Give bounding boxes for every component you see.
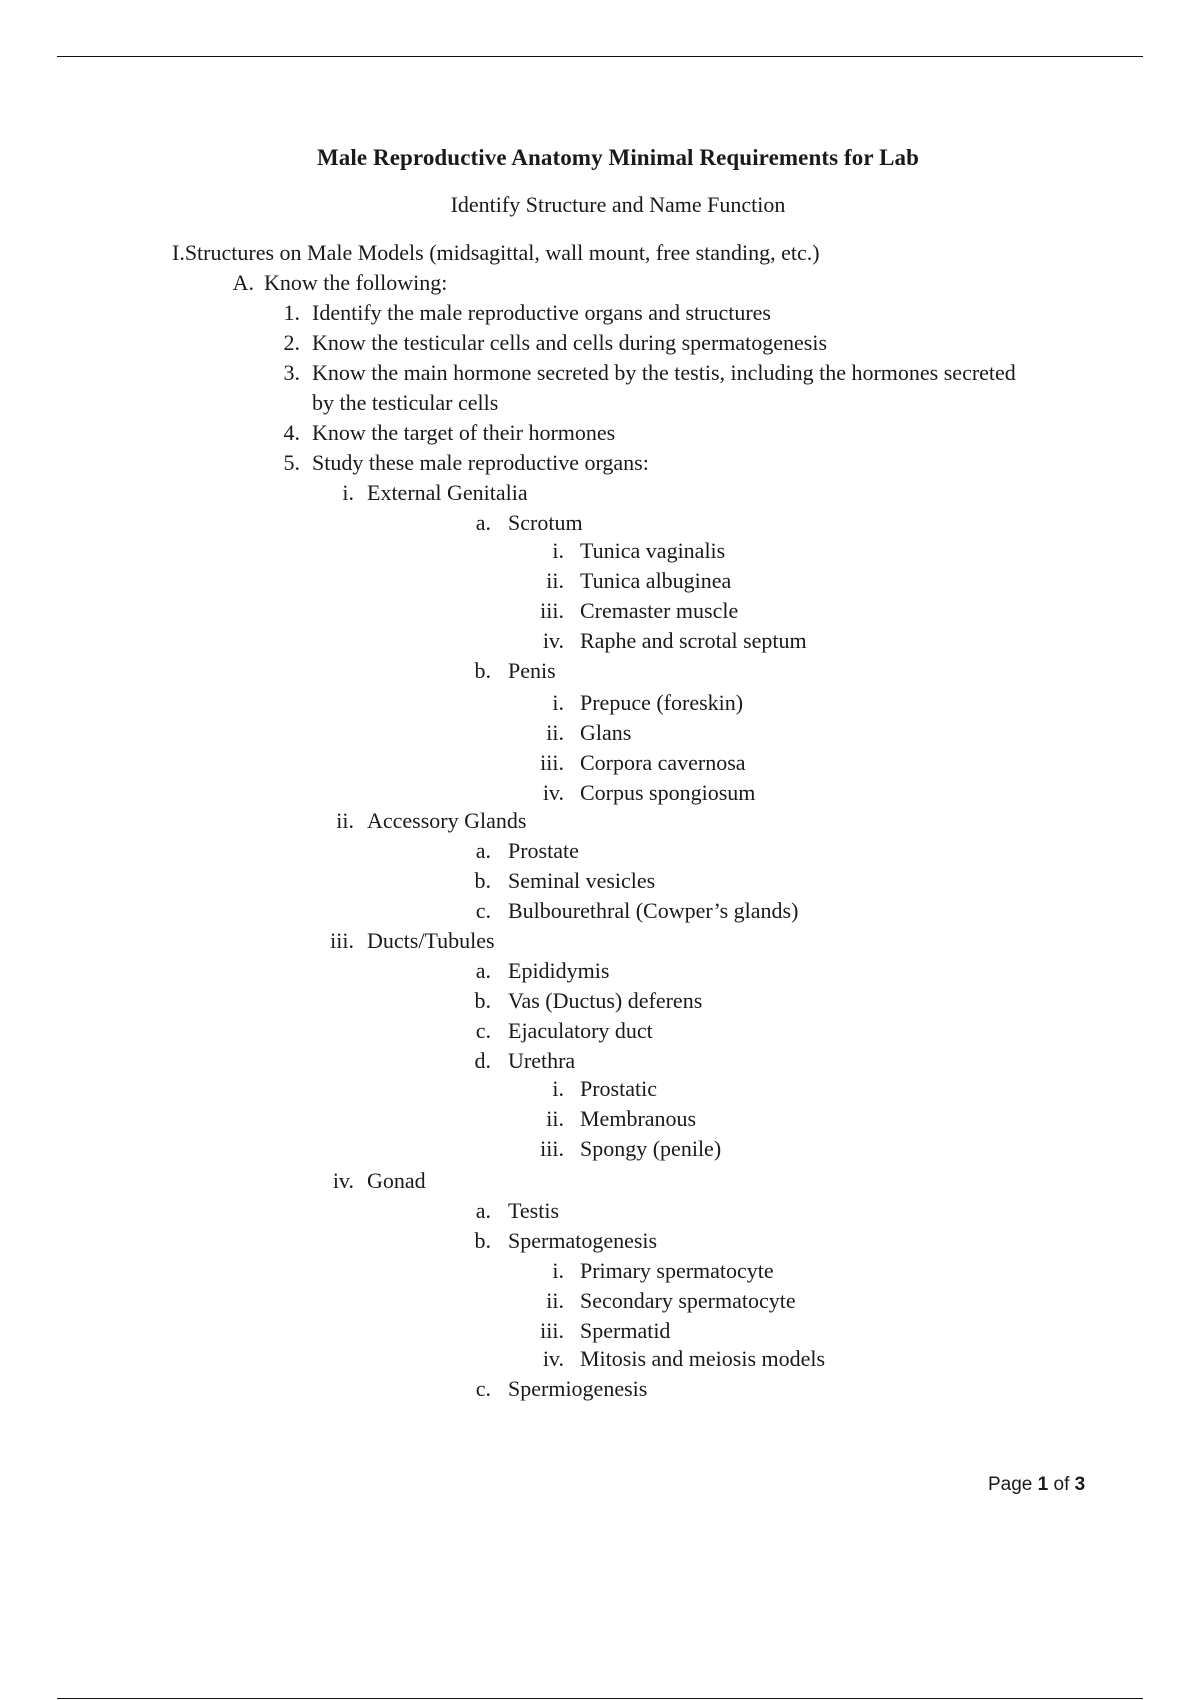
outline-item — [0, 926, 1200, 956]
outline-marker: i. — [552, 1258, 564, 1283]
outline-text: Know the target of their hormones — [312, 420, 616, 445]
outline-marker: ii. — [546, 1288, 564, 1313]
outline-text: Seminal vesicles — [508, 868, 656, 893]
outline-text: Prostate — [508, 838, 579, 863]
outline-marker: iv. — [332, 1168, 354, 1193]
outline-item — [0, 896, 1200, 926]
outline-text: Know the main hormone secreted by the testis, including the hormones secreted — [312, 360, 1016, 385]
outline-text: Corpus spongiosum — [580, 780, 756, 805]
outline-text: Epididymis — [508, 958, 610, 983]
current-page: 1 — [1037, 1474, 1049, 1495]
outline-text: Testis — [508, 1198, 560, 1223]
outline-marker: iii. — [330, 928, 354, 953]
outline-marker: a. — [475, 510, 491, 535]
outline-marker: iv. — [542, 1346, 564, 1371]
outline-text: Gonad — [367, 1168, 426, 1193]
outline-item — [0, 566, 1200, 596]
outline-text: Mitosis and meiosis models — [580, 1346, 826, 1371]
outline-marker: a. — [475, 958, 491, 983]
outline-marker: b. — [474, 658, 491, 683]
outline-item — [0, 298, 1200, 328]
outline-item — [0, 748, 1200, 778]
outline-marker: ii. — [546, 568, 564, 593]
outline-item — [0, 1374, 1200, 1404]
outline-item — [0, 536, 1200, 566]
outline-text: Vas (Ductus) deferens — [508, 988, 703, 1013]
outline-marker: 2. — [283, 330, 300, 355]
outline-item — [0, 656, 1200, 686]
outline-item — [0, 1226, 1200, 1256]
outline-item — [0, 1074, 1200, 1104]
outline-marker: b. — [474, 868, 491, 893]
outline-marker: iv. — [542, 628, 564, 653]
outline-text: Tunica albuginea — [580, 568, 732, 593]
outline-marker: i. — [552, 1076, 564, 1101]
document-title: Male Reproductive Anatomy Minimal Requirements for Lab — [316, 145, 920, 170]
outline-marker: b. — [474, 1228, 491, 1253]
outline-text: Study these male reproductive organs: — [312, 450, 649, 475]
outline-text: Glans — [580, 720, 632, 745]
outline-text: Identify the male reproductive organs and structures — [312, 300, 771, 325]
page-word: Page — [988, 1474, 1033, 1495]
outline-item — [0, 1344, 1200, 1374]
outline-marker: c. — [475, 1376, 491, 1401]
outline-text: Spermatid — [580, 1318, 671, 1343]
outline-item — [0, 1104, 1200, 1134]
outline-text: Cremaster muscle — [580, 598, 739, 623]
outline-text: Spongy (penile) — [580, 1136, 722, 1161]
outline-text: Tunica vaginalis — [580, 538, 726, 563]
outline-marker: ii. — [546, 720, 564, 745]
outline-marker: b. — [474, 988, 491, 1013]
section-heading — [0, 238, 1200, 268]
outline-marker: ii. — [546, 1106, 564, 1131]
outline-item — [0, 1256, 1200, 1286]
outline-item — [0, 1166, 1200, 1196]
bottom-rule — [57, 1698, 1143, 1699]
outline-item — [0, 268, 1200, 298]
outline-item — [0, 1046, 1200, 1076]
outline-marker: i. — [552, 538, 564, 563]
outline-item — [0, 836, 1200, 866]
outline-text: Corpora cavernosa — [580, 750, 746, 775]
outline-text: Primary spermatocyte — [580, 1258, 774, 1283]
outline-item — [0, 956, 1200, 986]
outline-text: Prepuce (foreskin) — [580, 690, 744, 715]
outline-item — [0, 866, 1200, 896]
outline-item — [0, 626, 1200, 656]
outline-marker: ii. — [336, 808, 354, 833]
outline-text: Raphe and scrotal septum — [580, 628, 807, 653]
outline-marker: d. — [474, 1048, 491, 1073]
outline-marker: c. — [475, 1018, 491, 1043]
outline-text: Prostatic — [580, 1076, 657, 1101]
outline-item — [0, 596, 1200, 626]
outline-item — [0, 688, 1200, 718]
outline-text: Know the testicular cells and cells during spermatogenesis — [312, 330, 828, 355]
total-pages: 3 — [1074, 1474, 1086, 1495]
outline-text: Ejaculatory duct — [508, 1018, 653, 1043]
outline-item — [0, 806, 1200, 836]
outline-marker: iii. — [540, 750, 564, 775]
outline-text: Accessory Glands — [367, 808, 527, 833]
outline-marker: iv. — [542, 780, 564, 805]
outline-marker: c. — [475, 898, 491, 923]
outline-marker: a. — [475, 1198, 491, 1223]
outline-marker: 4. — [283, 420, 300, 445]
of-word: of — [1053, 1474, 1070, 1495]
outline-marker: 3. — [283, 360, 300, 385]
outline-text: Spermatogenesis — [508, 1228, 658, 1253]
outline-marker: iii. — [540, 1318, 564, 1343]
page-number — [988, 1474, 1085, 1496]
outline-item — [0, 718, 1200, 748]
outline-item — [0, 1016, 1200, 1046]
outline-text: by the testicular cells — [312, 390, 499, 415]
outline-text: Scrotum — [508, 510, 583, 535]
outline-item — [0, 448, 1200, 478]
outline-item — [0, 388, 1200, 418]
outline-text: Bulbourethral (Cowper’s glands) — [508, 898, 799, 923]
outline-marker: A. — [232, 270, 254, 295]
outline-item — [0, 778, 1200, 808]
outline-text: External Genitalia — [367, 480, 528, 505]
outline-marker: 5. — [283, 450, 300, 475]
outline-marker: iii. — [540, 598, 564, 623]
outline-item — [0, 986, 1200, 1016]
outline-marker: iii. — [540, 1136, 564, 1161]
outline-text: Secondary spermatocyte — [580, 1288, 796, 1313]
outline-item — [0, 358, 1200, 388]
outline-item — [0, 1134, 1200, 1164]
outline-marker: i. — [342, 480, 354, 505]
outline-text: Penis — [508, 658, 556, 683]
outline-item — [0, 478, 1200, 508]
outline-text: Membranous — [580, 1106, 697, 1131]
top-rule — [57, 56, 1143, 57]
outline-marker: i. — [552, 690, 564, 715]
outline-item — [0, 1286, 1200, 1316]
outline-item — [0, 1316, 1200, 1346]
outline-text: Ducts/Tubules — [367, 928, 495, 953]
outline-item — [0, 328, 1200, 358]
outline-marker: 1. — [283, 300, 300, 325]
outline-marker: a. — [475, 838, 491, 863]
section-heading-text: I.Structures on Male Models (midsagittal, wall mount, free standing, etc.) — [172, 240, 820, 265]
outline-text: Know the following: — [264, 270, 448, 295]
outline-text: Spermiogenesis — [508, 1376, 648, 1401]
outline-item — [0, 1196, 1200, 1226]
outline-item — [0, 418, 1200, 448]
outline-text: Urethra — [508, 1048, 576, 1073]
outline-item — [0, 508, 1200, 538]
document-subtitle: Identify Structure and Name Function — [450, 192, 786, 217]
